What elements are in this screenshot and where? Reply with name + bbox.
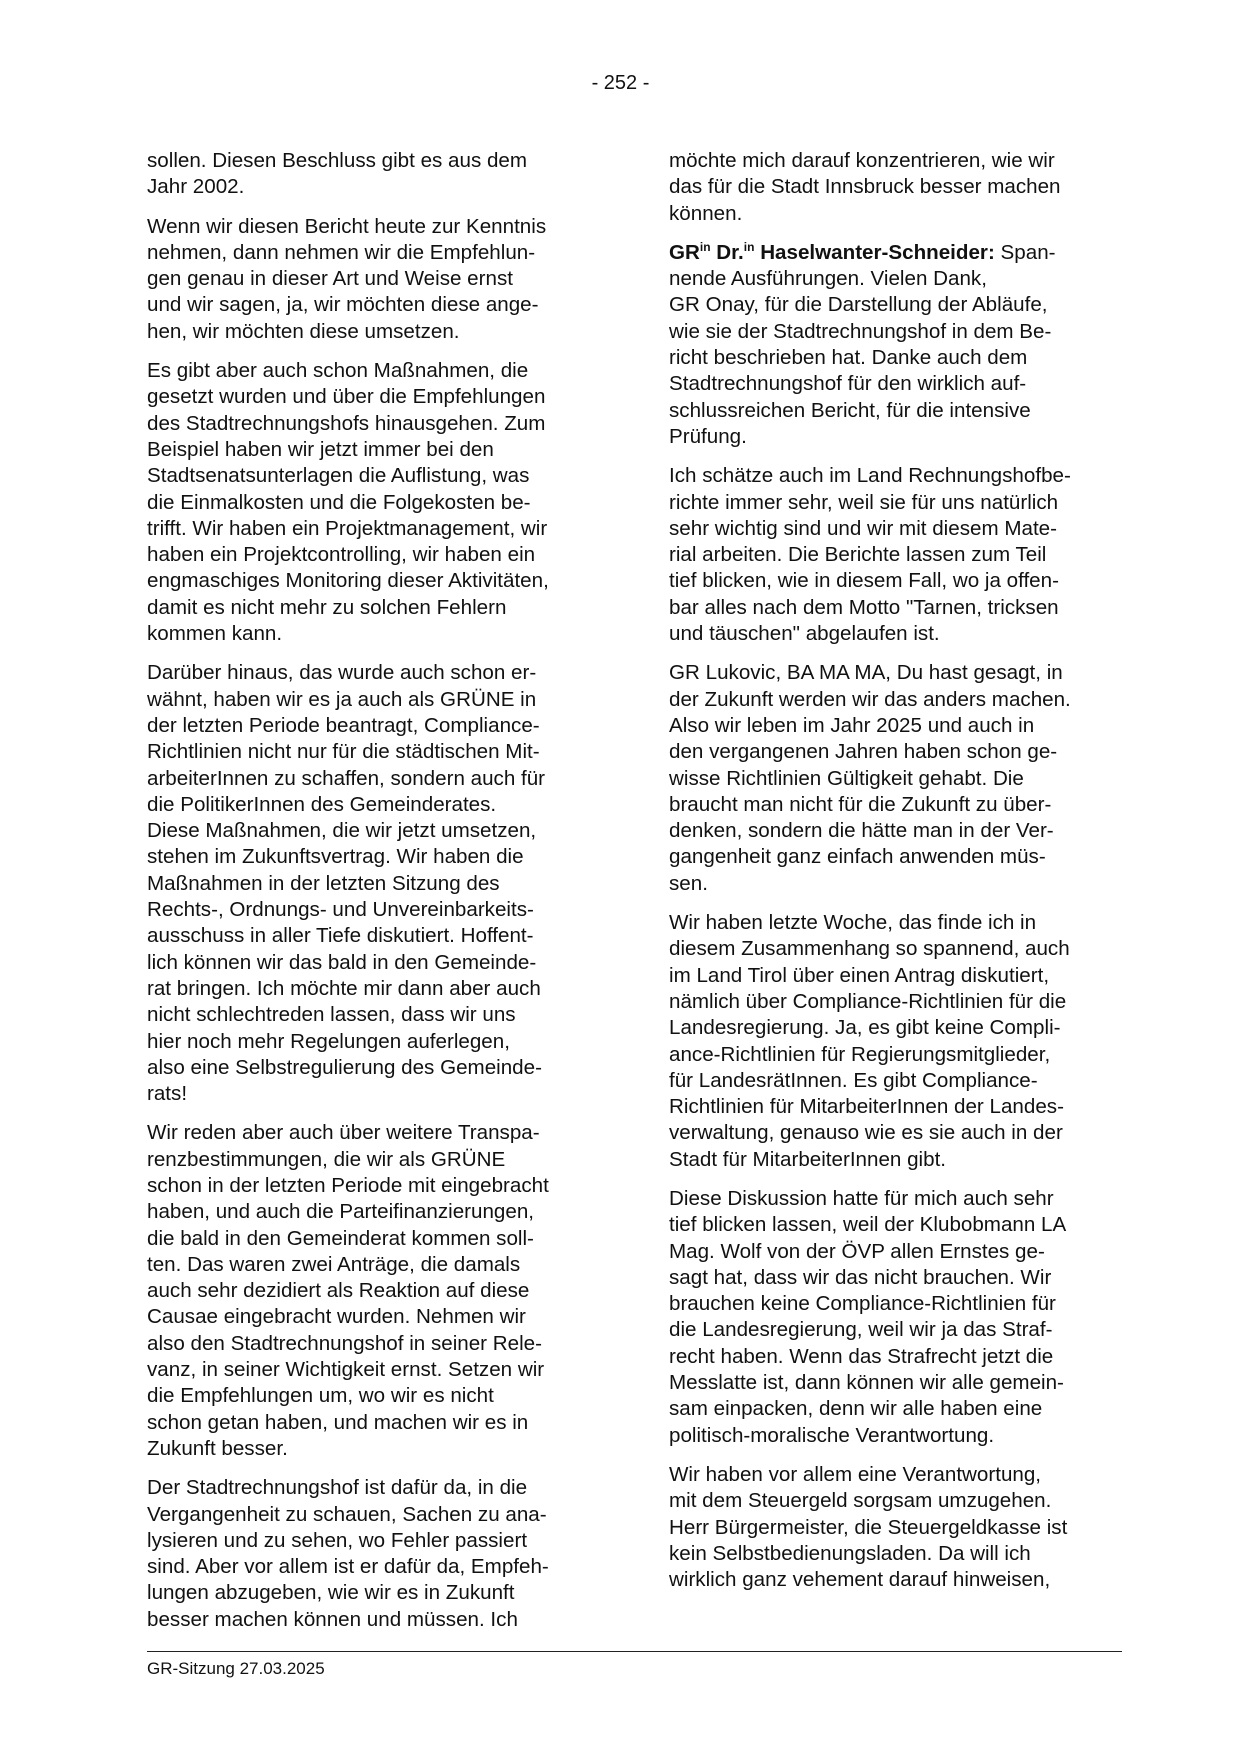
paragraph: Ich schätze auch im Land Rechnungshofbe- richte immer sehr, weil sie für uns natürlich sehr wichtig sind und wir mit diesem Mate- rial arbeiten. Die Berichte lassen zum Teil tief blicken, wie in diesem Fall, wo ja offen- bar alles nach dem Motto "Tarnen, tricksen und täuschen" abgelaufen ist. (669, 464, 1071, 646)
page-number: - 252 - (591, 72, 650, 94)
paragraph: GR Lukovic, BA MA MA, Du hast gesagt, in der Zukunft werden wir das anders machen. Also wir leben im Jahr 2025 und auch in den vergangenen Jahren haben schon ge- wisse Richtlinien Gültigkeit gehabt. Die braucht man nicht für die Zukunft zu über- denken, sondern die hätte man in der Ver- gangenheit ganz einfach anwenden müs- sen. (669, 661, 1071, 895)
paragraph: Es gibt aber auch schon Maßnahmen, die gesetzt wurden und über die Empfehlungen des Stadtrechnungshofs hinausgehen. Zum Beispiel haben wir jetzt immer bei den Stadtsenatsunterlagen die Auflistung, was die Einmalkosten und die Folgekosten be- trifft. Wir haben ein Projektmanagement, wir haben ein Projektcontrolling, wir haben ein engmaschiges Monitoring dieser Aktivitäten, damit es nicht mehr zu solchen Fehlern kommen kann. (147, 359, 549, 646)
footer-divider (147, 1651, 1122, 1652)
right-column (669, 148, 1119, 1606)
paragraph: Der Stadtrechnungshof ist dafür da, in die Vergangenheit zu schauen, Sachen zu ana- lysieren und zu sehen, wo Fehler passiert sind. Aber vor allem ist er dafür da, Empfeh- lungen abzugeben, wie wir es in Zukunft besser machen können und müssen. Ich (147, 1476, 549, 1631)
paragraph: Darüber hinaus, das wurde auch schon er- wähnt, haben wir es ja auch als GRÜNE in der letzten Periode beantragt, Compliance- Richtlinien nicht nur für die städtischen Mit- arbeiterInnen zu schaffen, sondern auch für die PolitikerInnen des Gemeinderates. Diese Maßnahmen, die wir jetzt umsetzen, stehen im Zukunftsvertrag. Wir haben die Maßnahmen in der letzten Sitzung des Rechts-, Ordnungs- und Unvereinbarkeits- ausschuss in aller Tiefe diskutiert. Hoffent- lich können wir das bald in den Gemeinde- rat bringen. Ich möchte mir dann aber auch nicht schlechtreden lassen, dass wir uns hier noch mehr Regelungen auferlegen, also eine Selbstregulierung des Gemeinde- rats! (147, 661, 546, 1106)
speaker-title-dr-suffix: in (743, 240, 755, 255)
speaker-text: Span- nende Ausführungen. Vielen Dank, GR Onay, für die Darstellung der Abläufe, wie sie der Stadtrechnungshof in dem Be- richt beschrieben hat. Danke auch dem Stadtrechnungshof für den wirklich auf- schlussreichen Bericht, für die intensive Prüfung. (669, 240, 1056, 448)
speaker-title-dr: Dr. (716, 240, 744, 264)
speaker-surname: Haselwanter-Schneider: (760, 240, 995, 264)
paragraph: Diese Diskussion hatte für mich auch sehr tief blicken lassen, weil der Klubobmann LA Mag. Wolf von der ÖVP allen Ernstes ge- sagt hat, dass wir das nicht brauchen. Wir brauchen keine Compliance-Richtlinien für die Landesregierung, weil wir ja das Straf- recht haben. Wenn das Strafrecht jetzt die Messlatte ist, dann können wir alle gemein- sam einpacken, denn wir alle haben eine politisch-moralische Verantwortung. (669, 1186, 1067, 1447)
paragraph: Wir reden aber auch über weitere Transpa- renzbestimmungen, die wir als GRÜNE schon in der letzten Periode mit eingebracht haben, und auch die Parteifinanzierungen, die bald in den Gemeinderat kommen soll- ten. Das waren zwei Anträge, die damals auch sehr dezidiert als Reaktion auf diese Causae eingebracht wurden. Nehmen wir also den Stadtrechnungshof in seiner Rele- vanz, in seiner Wichtigkeit ernst. Setzen wir die Empfehlungen um, wo wir es nicht schon getan haben, und machen wir es in Zukunft besser. (147, 1121, 549, 1460)
paragraph: sollen. Diesen Beschluss gibt es aus dem Jahr 2002. (147, 149, 528, 199)
left-column (147, 148, 597, 1646)
paragraph: Wir haben vor allem eine Verantwortung, mit dem Steuergeld sorgsam umzugehen. Herr Bürgermeister, die Steuergeldkasse ist kein Selbstbedienungsladen. Da will ich wirklich ganz vehement darauf hinweisen, (669, 1462, 1068, 1592)
paragraph: Wenn wir diesen Bericht heute zur Kenntnis nehmen, dann nehmen wir die Empfehlun- gen genau in dieser Art und Weise ernst und wir sagen, ja, wir möchten diese ange- hen, wir möchten diese umsetzen. (147, 214, 547, 343)
paragraph: Wir haben letzte Woche, das finde ich in diesem Zusammenhang so spannend, auch im Land Tirol über einen Antrag diskutiert, nämlich über Compliance-Richtlinien für die Landesregierung. Ja, es gibt keine Compli- ance-Richtlinien für Regierungsmitglieder, für LandesrätInnen. Es gibt Compliance- Richtlinien für MitarbeiterInnen der Landes- verwaltung, genauso wie es sie auch in der Stadt für MitarbeiterInnen gibt. (669, 911, 1070, 1171)
footer-text: GR-Sitzung 27.03.2025 (147, 1659, 325, 1678)
speaker-name (669, 241, 995, 264)
speaker-title-gr-suffix: in (699, 240, 711, 255)
speaker-title-gr: GR (669, 240, 700, 264)
speaker-paragraph (669, 240, 1119, 450)
paragraph: möchte mich darauf konzentrieren, wie wir das für die Stadt Innsbruck besser machen können. (669, 149, 1061, 225)
